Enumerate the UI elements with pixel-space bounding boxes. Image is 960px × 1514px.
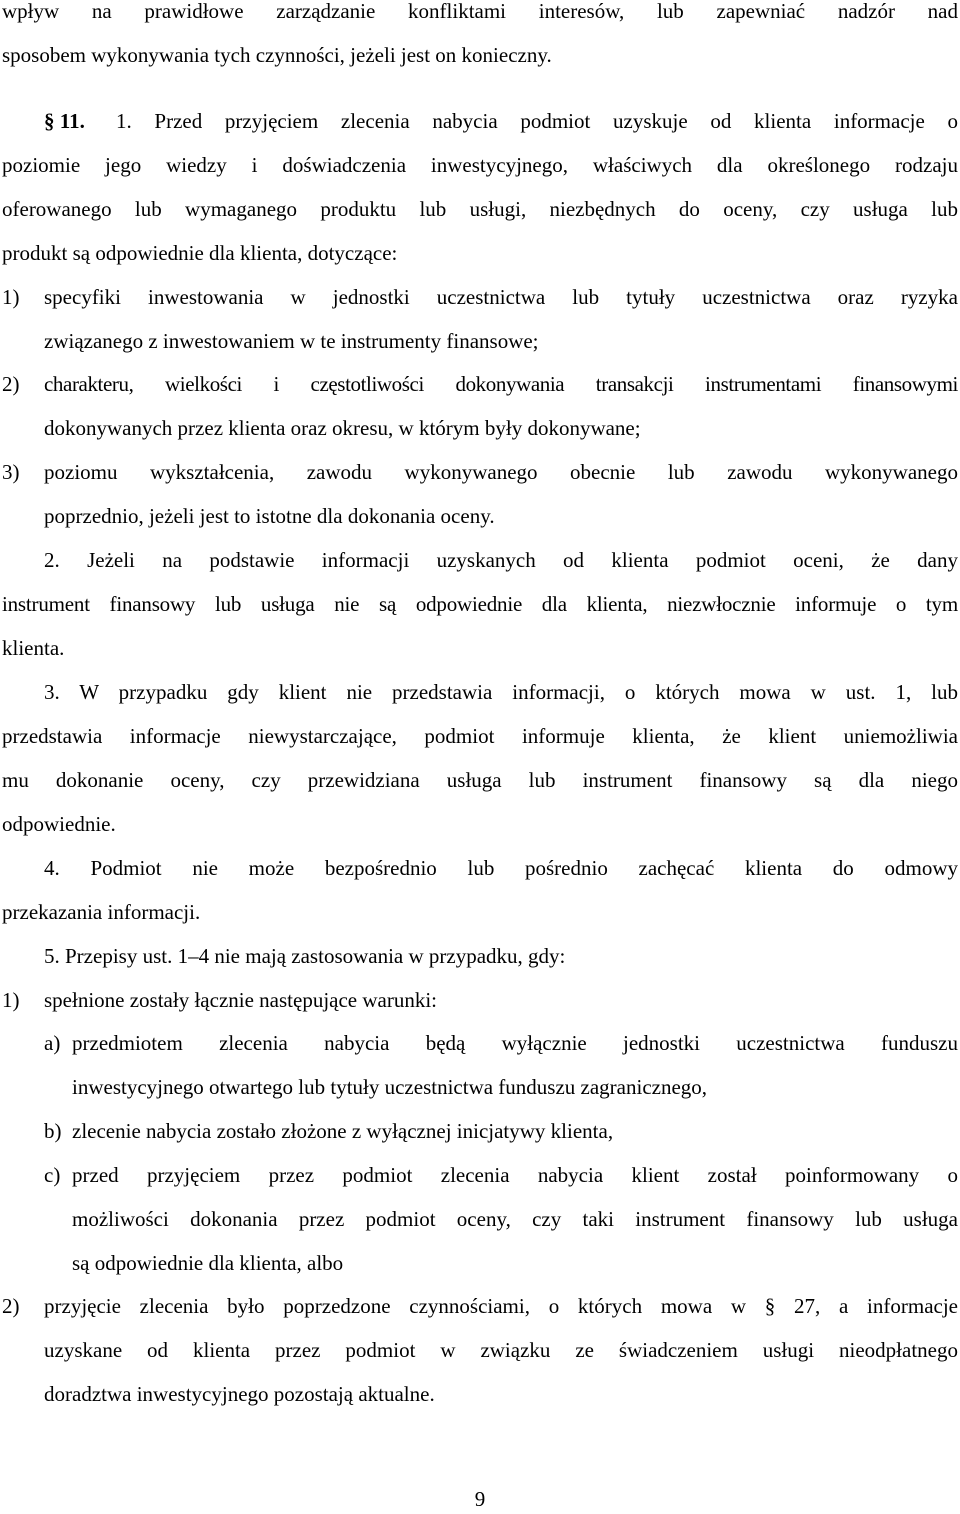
page-number: 9 [474,1487,486,1511]
text-line: 2. Jeżeli na podstawie informacji uzyskanych od klienta podmiot oceni, że dany [44,548,958,572]
list-marker: 1) [2,285,20,309]
text-line: 3. W przypadku gdy klient nie przedstawia informacji, o których mowa w ust. 1, lub [44,680,958,704]
text-line: poziomie jego wiedzy i doświadczenia inwestycyjnego, właściwych dla określonego rodzaju [2,153,958,177]
list-marker: 1) [2,988,20,1012]
list-marker: a) [44,1031,61,1055]
list-marker: c) [44,1163,61,1187]
text-line: 4. Podmiot nie może bezpośrednio lub pośrednio zachęcać klienta do odmowy [44,856,958,880]
text-line: przedmiotem zlecenia nabycia będą wyłącznie jednostki uczestnictwa funduszu [72,1031,958,1055]
text-line: inwestycyjnego otwartego lub tytuły uczestnictwa funduszu zagranicznego, [72,1075,708,1099]
list-marker: b) [44,1119,62,1143]
text-line: klienta. [2,636,65,660]
text-line: 1. Przed przyjęciem zlecenia nabycia podmiot uzyskuje od klienta informacje o [116,109,958,133]
text-line: związanego z inwestowaniem w te instrumenty finansowe; [44,329,539,353]
text-line: wpływ na prawidłowe zarządzanie konfliktami interesów, lub zapewniać nadzór nad [2,0,958,23]
text-line: sposobem wykonywania tych czynności, jeżeli jest on konieczny. [2,43,552,67]
list-marker: 2) [2,1294,20,1318]
text-line: uzyskane od klienta przez podmiot w związku ze świadczeniem usługi nieodpłatnego [44,1338,958,1362]
text-line: dokonywanych przez klienta oraz okresu, w którym były dokonywane; [44,416,641,440]
text-line: poziomu wykształcenia, zawodu wykonywanego obecnie lub zawodu wykonywanego [44,460,958,484]
text-line: przedstawia informacje niewystarczające, podmiot informuje klienta, że klient uniemożliwia [2,724,958,748]
text-line: spełnione zostały łącznie następujące warunki: [44,988,438,1012]
text-line: produkt są odpowiednie dla klienta, dotyczące: [2,241,398,265]
text-line: doradztwa inwestycyjnego pozostają aktualne. [44,1382,435,1406]
text-line: odpowiednie. [2,812,116,836]
text-line: specyfiki inwestowania w jednostki uczestnictwa lub tytuły uczestnictwa oraz ryzyka [44,285,958,309]
text-line: poprzednio, jeżeli jest to istotne dla dokonania oceny. [44,504,495,528]
list-marker: 3) [2,460,20,484]
text-line: zlecenie nabycia zostało złożone z wyłącznej inicjatywy klienta, [72,1119,614,1143]
text-line: 5. Przepisy ust. 1–4 nie mają zastosowania w przypadku, gdy: [44,944,566,968]
text-line: instrument finansowy lub usługa nie są odpowiednie dla klienta, niezwłocznie informuje o tym [2,592,958,616]
paragraph-number: § 11. [44,109,85,133]
text-line: są odpowiednie dla klienta, albo [72,1251,344,1275]
text-line: przekazania informacji. [2,900,201,924]
text-line: możliwości dokonania przez podmiot oceny, czy taki instrument finansowy lub usługa [72,1207,958,1231]
text-line: przed przyjęciem przez podmiot zlecenia nabycia klient został poinformowany o [72,1163,958,1187]
text-line: charakteru, wielkości i częstotliwości dokonywania transakcji instrumentami finansowymi [44,372,958,396]
list-marker: 2) [2,372,20,396]
text-line: mu dokonanie oceny, czy przewidziana usługa lub instrument finansowy są dla niego [2,768,958,792]
text-line: oferowanego lub wymaganego produktu lub usługi, niezbędnych do oceny, czy usługa lub [2,197,958,221]
text-line: przyjęcie zlecenia było poprzedzone czynnościami, o których mowa w § 27, a informacje [44,1294,958,1318]
